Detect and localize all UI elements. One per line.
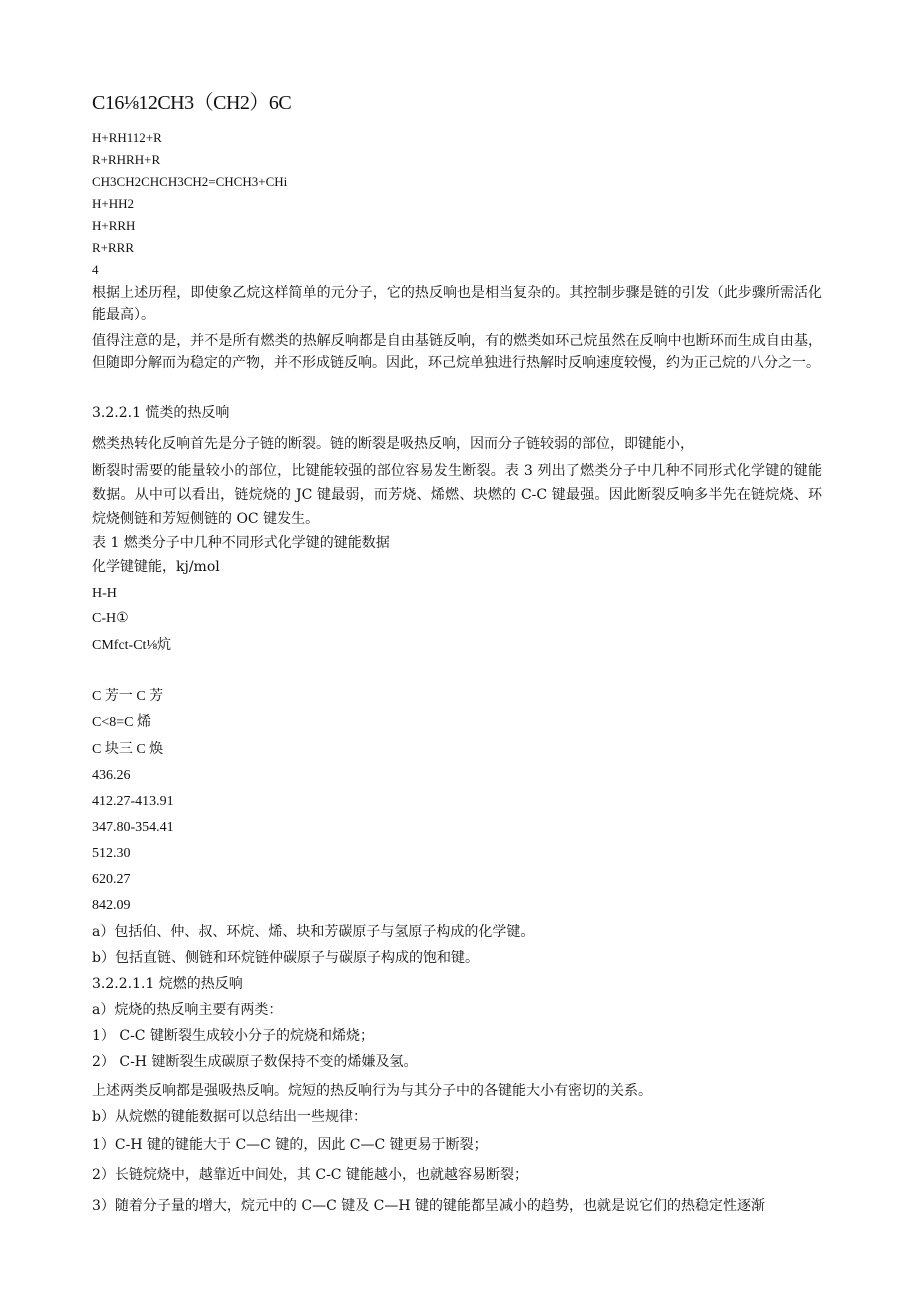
equation-line: H+HH2 xyxy=(92,196,134,211)
bond-energy-value: 842.09 xyxy=(92,898,131,913)
list-item: 2） C-H 键断裂生成碳原子数保持不变的烯嫌及氢。 xyxy=(92,1054,418,1070)
paragraph: 断裂时需要的能量较小的部位，比键能较强的部位容易发生断裂。表 3 列出了燃类分子中几种不同形式化学键的键能数据。从中可以看出，链烷烧的 JC 键最弱，而芳烧、烯燃、块燃的 C-C 键最强。因此断裂反响多半先在链烷烧、环烷烧侧链和芳短侧链的 OC 键发生。 xyxy=(92,463,822,527)
equation-line: R+RHRH+R xyxy=(92,152,161,167)
list-heading: a）烷烧的热反响主要有两类： xyxy=(92,1002,283,1018)
bond-label: C-H① xyxy=(92,611,129,626)
list-item: 3）随着分子量的增大，烷元中的 C—C 键及 C—H 键的键能都呈减小的趋势，也就是说它们的热稳定性逐渐 xyxy=(92,1198,766,1214)
bond-label: CMfct-Ct⅛炕 xyxy=(92,638,171,653)
paragraph: 根据上述历程，即使象乙烷这样简单的元分子，它的热反响也是相当复杂的。其控制步骤是链的引发（此步骤所需活化能最高）。 xyxy=(92,285,822,323)
bond-label: H-H xyxy=(92,586,117,601)
bond-energy-value: 412.27-413.91 xyxy=(92,794,174,809)
list-heading: b）从烷燃的键能数据可以总结出一些规律： xyxy=(92,1109,367,1125)
equation-line: H+RH112+R xyxy=(92,130,162,145)
section-heading: 3.2.2.1.1 烷燃的热反响 xyxy=(92,976,243,992)
bond-energy-value: 512.30 xyxy=(92,846,131,861)
list-item: 1）C-H 键的键能大于 C—C 键的，因此 C—C 键更易于断裂； xyxy=(92,1137,488,1153)
list-item: 1） C-C 键断裂生成较小分子的烷烧和烯烧； xyxy=(92,1028,374,1044)
table-note: a）包括伯、仲、叔、环烷、烯、块和芳碳原子与氢原子构成的化学键。 xyxy=(92,924,535,940)
paragraph: 值得注意的是，并不是所有燃类的热解反响都是自由基链反响，有的燃类如环己烷虽然在反响中也断环而生成自由基，但随即分解而为稳定的产物，并不形成链反响。因此，环己烷单独进行热解时反响速度较慢，约为正己烷的八分之一。 xyxy=(92,333,822,371)
table-note: b）包括直链、侧链和环烷链仲碳原子与碳原子构成的饱和键。 xyxy=(92,950,479,966)
bond-energy-value: 347.80-354.41 xyxy=(92,820,174,835)
equation-line: CH3CH2CHCH3CH2=CHCH3+CHi xyxy=(92,174,288,189)
bond-label: C 芳一 C 芳 xyxy=(92,689,164,704)
bond-label: C 块三 C 焕 xyxy=(92,742,164,757)
paragraph: 燃类热转化反响首先是分子链的断裂。链的断裂是吸热反响，因而分子链较弱的部位，即键能小， xyxy=(92,436,694,452)
equation-line: R+RRR xyxy=(92,240,135,255)
bond-label: C<8=C 烯 xyxy=(92,715,151,730)
paragraph: 上述两类反响都是强吸热反响。烷短的热反响行为与其分子中的各键能大小有密切的关系。 xyxy=(92,1083,652,1099)
section-heading: 3.2.2.1 慌类的热反响 xyxy=(92,405,230,421)
bond-energy-value: 620.27 xyxy=(92,872,131,887)
equation-line: 4 xyxy=(92,262,99,277)
heading-formula: C16⅛12CH3（CH2）6C xyxy=(92,92,292,114)
bond-energy-value: 436.26 xyxy=(92,768,131,783)
table-title: 表 1 燃类分子中几种不同形式化学键的键能数据 xyxy=(92,535,390,551)
table-header: 化学键键能，kj/mol xyxy=(92,559,220,575)
list-item: 2）长链烷烧中，越靠近中间处，其 C-C 键能越小，也就越容易断裂； xyxy=(92,1167,528,1183)
equation-line: H+RRH xyxy=(92,218,136,233)
